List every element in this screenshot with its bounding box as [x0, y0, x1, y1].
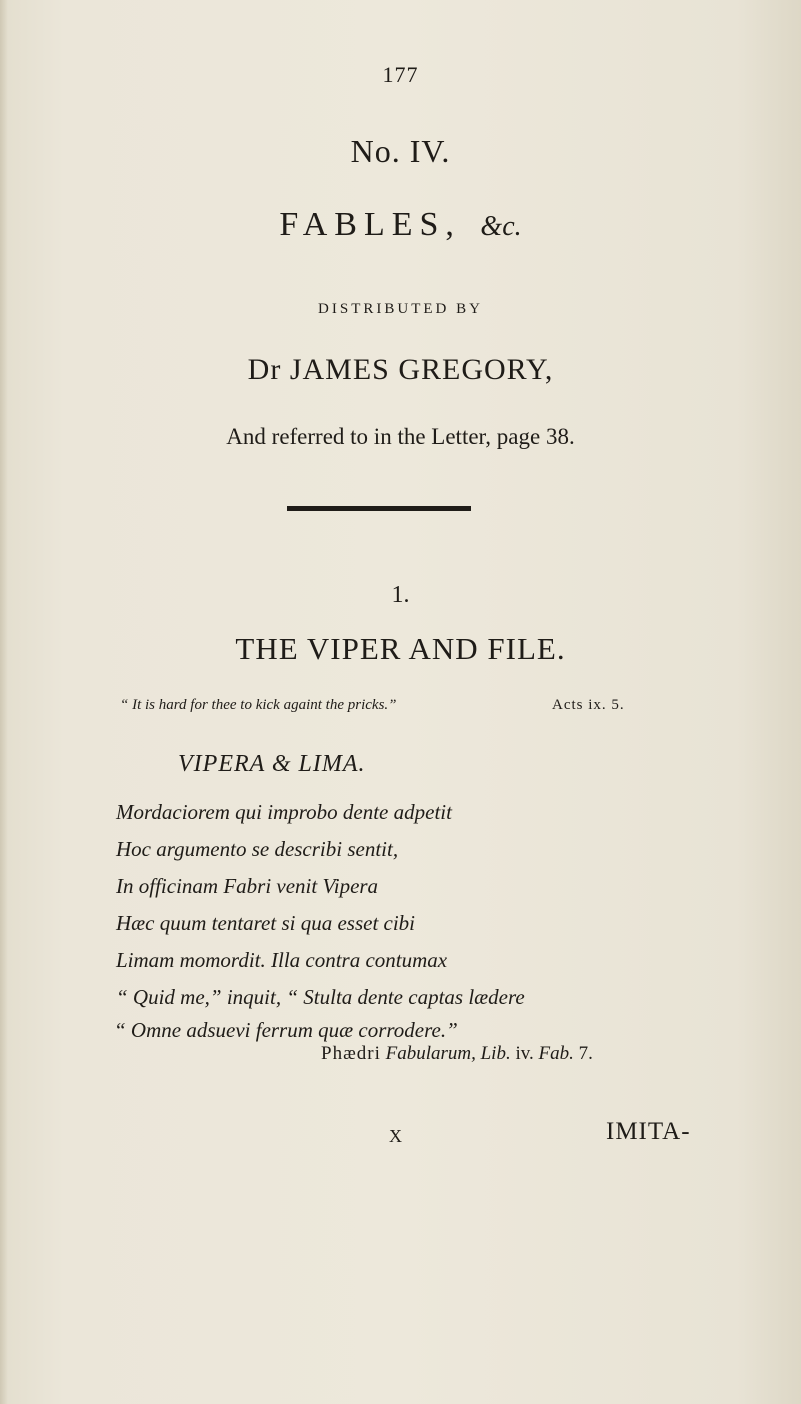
page-number: 177 — [382, 62, 419, 87]
verse-line: In officinam Fabri venit Vipera — [116, 874, 379, 898]
section-number: 1. — [391, 582, 410, 608]
referred-line: And referred to in the Letter, page 38. — [226, 424, 575, 449]
signature-mark: X — [389, 1126, 402, 1146]
verse-line: “ Omne adsuevi ferrum quæ corrodere.” — [114, 1018, 458, 1042]
epigraph-quote: “ It is hard for thee to kick againt the pricks.” — [120, 697, 397, 713]
number-heading: No. IV. — [350, 133, 451, 169]
attribution-book: iv. — [515, 1043, 534, 1064]
fable-title: THE VIPER AND FILE. — [235, 631, 566, 666]
attribution-number: 7. — [578, 1043, 593, 1064]
fables-title-text: FABLES, — [279, 206, 461, 243]
verse-line: Hæc quum tentaret si qua esset cibi — [116, 911, 416, 935]
catchword: IMITA- — [606, 1118, 691, 1145]
verse-line: Hoc argumento se describi sentit, — [116, 837, 399, 861]
distributed-by: DISTRIBUTED BY — [318, 301, 483, 317]
attribution-work: Fabularum, Lib. — [385, 1043, 511, 1064]
verse-line: Limam momordit. Illa contra contumax — [116, 948, 448, 972]
attribution — [321, 1043, 593, 1065]
verse-line: “ Quid me,” inquit, “ Stulta dente captas lædere — [116, 985, 525, 1009]
author-name: JAMES GREGORY, — [289, 353, 554, 386]
section-rule — [287, 506, 471, 511]
author-prefix: Dr — [247, 353, 282, 386]
author-line — [0, 353, 801, 387]
epigraph-reference: Acts ix. 5. — [552, 697, 625, 713]
verse-line: Mordaciorem qui improbo dente adpetit — [116, 800, 452, 824]
attribution-author: Phædri — [321, 1043, 381, 1064]
fables-title-etc: &c. — [480, 211, 522, 242]
attribution-fab: Fab. — [538, 1043, 574, 1064]
fables-title — [0, 206, 801, 244]
latin-title: VIPERA & LIMA. — [178, 751, 366, 777]
